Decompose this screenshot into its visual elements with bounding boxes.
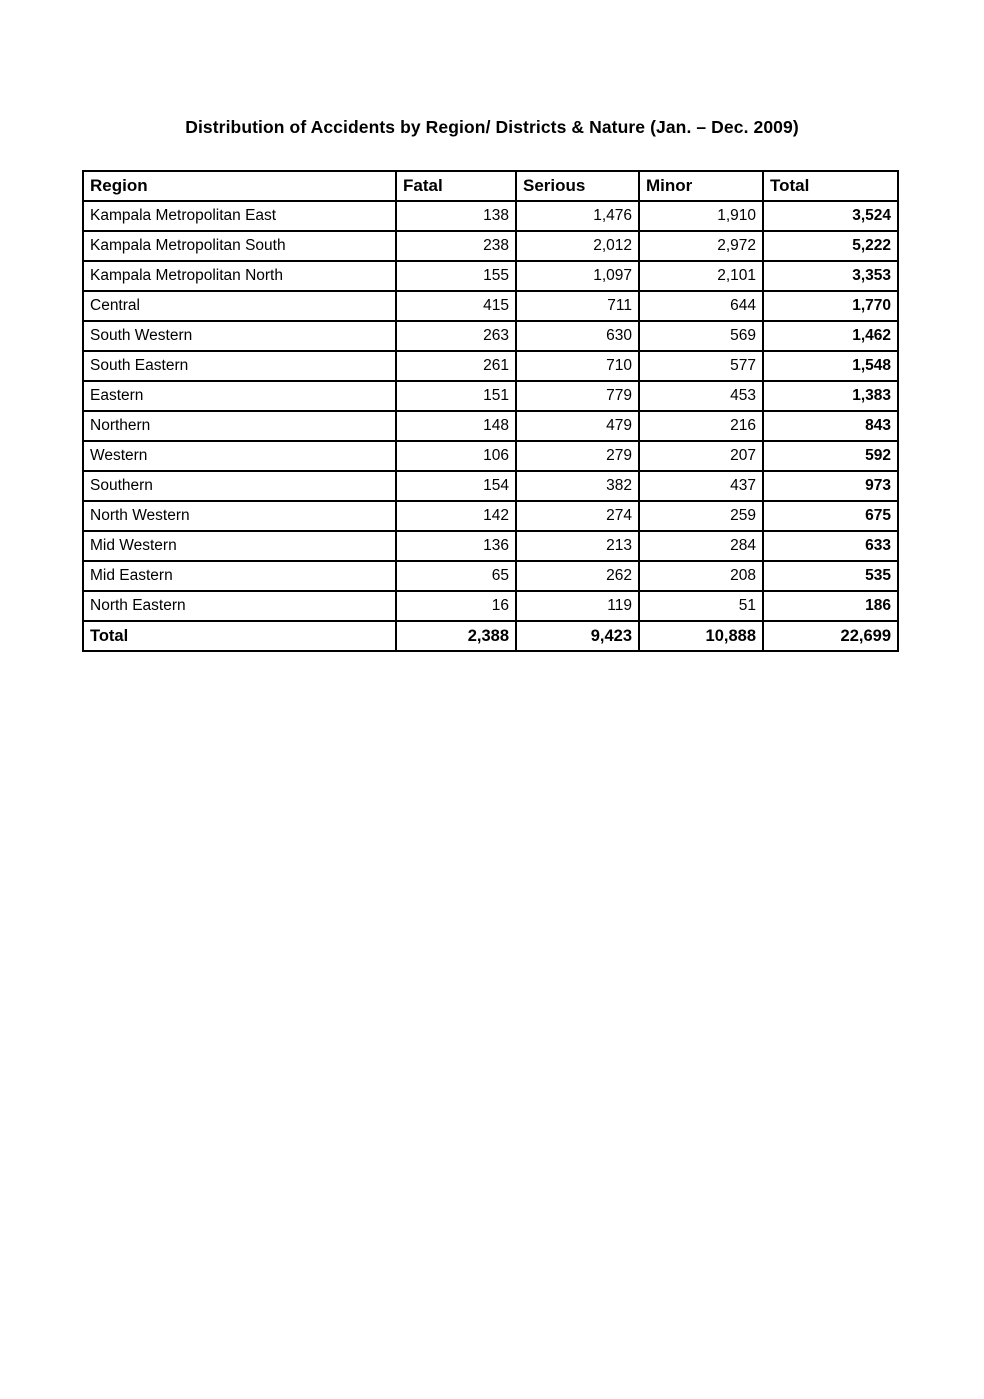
table-row (83, 291, 898, 321)
column-header-minor: Minor (639, 171, 763, 201)
cell-fatal: 155 (396, 261, 516, 291)
total-cell-fatal: 2,388 (396, 621, 516, 651)
cell-serious: 779 (516, 381, 639, 411)
cell-fatal: 148 (396, 411, 516, 441)
cell-serious: 710 (516, 351, 639, 381)
cell-region: Mid Western (83, 531, 396, 561)
cell-fatal: 415 (396, 291, 516, 321)
cell-fatal: 16 (396, 591, 516, 621)
cell-serious: 630 (516, 321, 639, 351)
cell-minor: 453 (639, 381, 763, 411)
table-row (83, 261, 898, 291)
column-header-serious: Serious (516, 171, 639, 201)
cell-serious: 274 (516, 501, 639, 531)
table-row (83, 381, 898, 411)
cell-minor: 437 (639, 471, 763, 501)
total-cell-serious: 9,423 (516, 621, 639, 651)
table-row (83, 351, 898, 381)
document-title: Distribution of Accidents by Region/ Districts & Nature (Jan. – Dec. 2009) (185, 117, 799, 137)
total-cell-region: Total (83, 621, 396, 651)
cell-total: 633 (763, 531, 898, 561)
table-row (83, 411, 898, 441)
cell-region: Kampala Metropolitan North (83, 261, 396, 291)
total-cell-total: 22,699 (763, 621, 898, 651)
cell-minor: 2,972 (639, 231, 763, 261)
cell-minor: 51 (639, 591, 763, 621)
cell-minor: 2,101 (639, 261, 763, 291)
cell-region: Mid Eastern (83, 561, 396, 591)
cell-region: North Eastern (83, 591, 396, 621)
accidents-table (82, 170, 899, 652)
cell-total: 3,353 (763, 261, 898, 291)
table-row (83, 471, 898, 501)
table-row (83, 321, 898, 351)
cell-serious: 1,476 (516, 201, 639, 231)
cell-total: 592 (763, 441, 898, 471)
cell-serious: 711 (516, 291, 639, 321)
table-row (83, 231, 898, 261)
column-header-region: Region (83, 171, 396, 201)
cell-serious: 2,012 (516, 231, 639, 261)
cell-minor: 216 (639, 411, 763, 441)
cell-minor: 208 (639, 561, 763, 591)
cell-total: 973 (763, 471, 898, 501)
table-total-row (83, 621, 898, 651)
cell-region: Northern (83, 411, 396, 441)
cell-total: 5,222 (763, 231, 898, 261)
cell-region: Eastern (83, 381, 396, 411)
cell-minor: 207 (639, 441, 763, 471)
table-row (83, 501, 898, 531)
cell-region: Central (83, 291, 396, 321)
cell-region: South Western (83, 321, 396, 351)
cell-total: 1,462 (763, 321, 898, 351)
table-row (83, 531, 898, 561)
cell-fatal: 263 (396, 321, 516, 351)
cell-total: 843 (763, 411, 898, 441)
cell-minor: 1,910 (639, 201, 763, 231)
cell-total: 1,548 (763, 351, 898, 381)
cell-serious: 1,097 (516, 261, 639, 291)
cell-serious: 119 (516, 591, 639, 621)
cell-total: 3,524 (763, 201, 898, 231)
cell-region: North Western (83, 501, 396, 531)
column-header-fatal: Fatal (396, 171, 516, 201)
cell-fatal: 154 (396, 471, 516, 501)
cell-serious: 382 (516, 471, 639, 501)
cell-region: Kampala Metropolitan South (83, 231, 396, 261)
total-cell-minor: 10,888 (639, 621, 763, 651)
cell-fatal: 142 (396, 501, 516, 531)
cell-region: South Eastern (83, 351, 396, 381)
cell-fatal: 238 (396, 231, 516, 261)
cell-serious: 213 (516, 531, 639, 561)
cell-total: 675 (763, 501, 898, 531)
cell-minor: 644 (639, 291, 763, 321)
table-row (83, 591, 898, 621)
cell-fatal: 138 (396, 201, 516, 231)
cell-region: Kampala Metropolitan East (83, 201, 396, 231)
cell-total: 1,770 (763, 291, 898, 321)
cell-fatal: 65 (396, 561, 516, 591)
table-row (83, 201, 898, 231)
table-header-row (83, 171, 898, 201)
cell-total: 1,383 (763, 381, 898, 411)
cell-serious: 279 (516, 441, 639, 471)
cell-region: Western (83, 441, 396, 471)
table-row (83, 561, 898, 591)
cell-minor: 259 (639, 501, 763, 531)
cell-fatal: 261 (396, 351, 516, 381)
cell-total: 535 (763, 561, 898, 591)
cell-serious: 479 (516, 411, 639, 441)
cell-fatal: 151 (396, 381, 516, 411)
cell-fatal: 106 (396, 441, 516, 471)
cell-minor: 284 (639, 531, 763, 561)
cell-fatal: 136 (396, 531, 516, 561)
table-body (83, 201, 898, 651)
column-header-total: Total (763, 171, 898, 201)
table-row (83, 441, 898, 471)
cell-region: Southern (83, 471, 396, 501)
cell-minor: 577 (639, 351, 763, 381)
cell-serious: 262 (516, 561, 639, 591)
cell-minor: 569 (639, 321, 763, 351)
cell-total: 186 (763, 591, 898, 621)
